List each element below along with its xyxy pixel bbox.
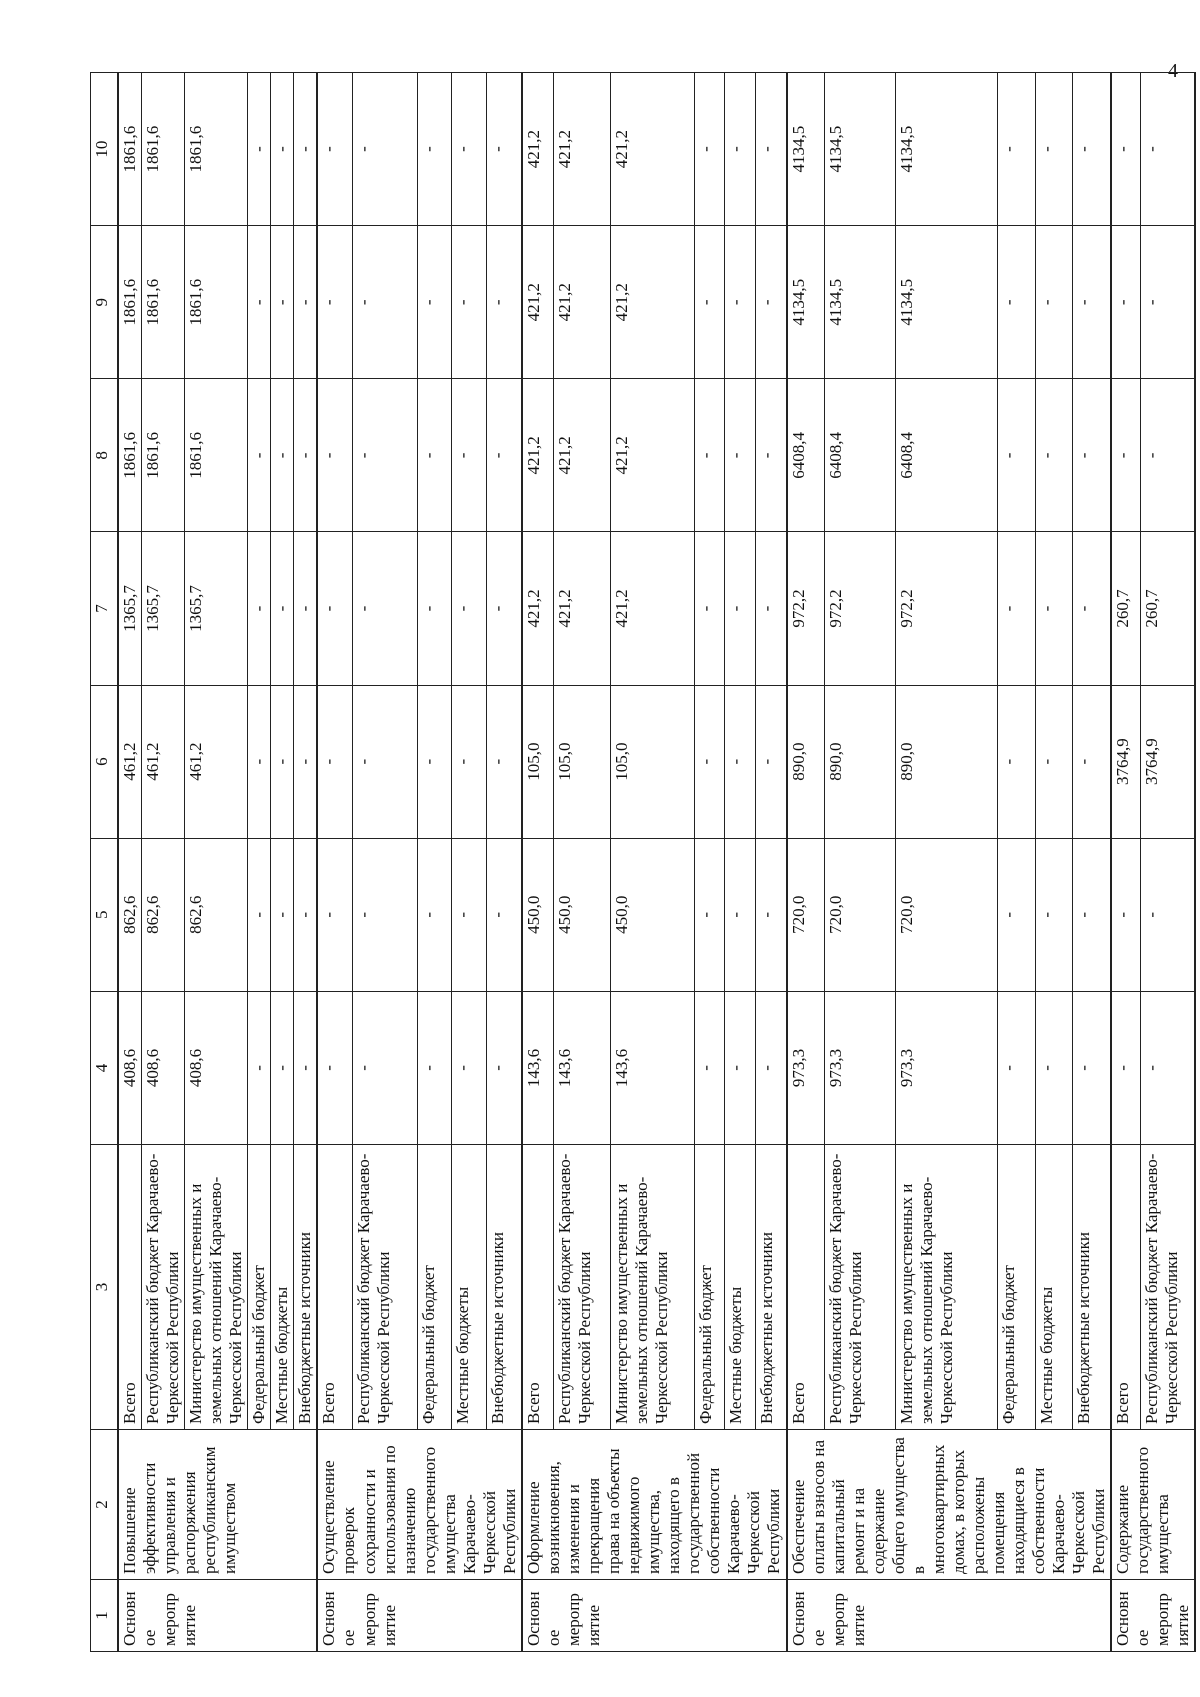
- table-row: [725, 73, 756, 1652]
- value-cell: 6408,4: [895, 379, 998, 532]
- funding-source-cell: Республиканский бюджет Карачаево-Черкесской Республики: [1141, 1145, 1196, 1430]
- value-cell: -: [294, 226, 318, 379]
- table-row: [998, 73, 1036, 1652]
- activity-name-cell: Оформление возникновения, изменения и прекращения права на объекты недвижимого имущества, находящего в государственной собственности Карачаево-Черкесской Республики: [522, 1430, 787, 1580]
- value-cell: 1365,7: [185, 532, 248, 685]
- value-cell: 1861,6: [118, 73, 142, 226]
- activity-kind-cell: Основное мероприятие: [317, 1580, 521, 1652]
- value-cell: -: [487, 685, 522, 838]
- table-row: [1141, 73, 1196, 1652]
- value-cell: 421,2: [522, 379, 553, 532]
- value-cell: -: [271, 991, 294, 1144]
- header-cell: 5: [91, 838, 119, 991]
- value-cell: 720,0: [825, 838, 895, 991]
- value-cell: -: [417, 73, 452, 226]
- table-row: [353, 73, 418, 1652]
- table-row: [294, 73, 318, 1652]
- value-cell: -: [1141, 226, 1196, 379]
- value-cell: -: [487, 532, 522, 685]
- value-cell: 4134,5: [825, 226, 895, 379]
- value-cell: -: [998, 532, 1036, 685]
- funding-source-cell: Республиканский бюджет Карачаево-Черкесской Республики: [825, 1145, 895, 1430]
- table-row: [271, 73, 294, 1652]
- activity-kind-cell: Основное мероприятие: [522, 1580, 787, 1652]
- value-cell: -: [1035, 991, 1073, 1144]
- value-cell: -: [1035, 226, 1073, 379]
- value-cell: 408,6: [142, 991, 185, 1144]
- value-cell: -: [317, 532, 352, 685]
- value-cell: -: [1035, 73, 1073, 226]
- value-cell: 421,2: [553, 226, 610, 379]
- table-row: [522, 73, 553, 1652]
- value-cell: -: [353, 73, 418, 226]
- activity-name-cell: Обеспечение оплаты взносов на капитальный ремонт и на содержание общего имущества в многоквартирных домах, в которых расположены помещения находящиеся в собственности Карачаево-Черкесской Республики: [787, 1430, 1112, 1580]
- value-cell: 4134,5: [895, 226, 998, 379]
- value-cell: -: [725, 73, 756, 226]
- value-cell: -: [417, 379, 452, 532]
- funding-source-cell: Всего: [522, 1145, 553, 1430]
- value-cell: -: [998, 685, 1036, 838]
- value-cell: -: [725, 226, 756, 379]
- header-cell: 3: [91, 1145, 119, 1430]
- value-cell: -: [725, 532, 756, 685]
- value-cell: 1861,6: [142, 379, 185, 532]
- value-cell: -: [694, 532, 725, 685]
- funding-source-cell: Всего: [317, 1145, 352, 1430]
- value-cell: -: [317, 379, 352, 532]
- value-cell: -: [998, 226, 1036, 379]
- value-cell: -: [1035, 532, 1073, 685]
- value-cell: 450,0: [522, 838, 553, 991]
- table-row: [895, 73, 998, 1652]
- value-cell: 1861,6: [142, 226, 185, 379]
- value-cell: -: [248, 532, 271, 685]
- funding-source-cell: Внебюджетные источники: [294, 1145, 318, 1430]
- table-row: [487, 73, 522, 1652]
- value-cell: 6408,4: [787, 379, 825, 532]
- header-cell: 6: [91, 685, 119, 838]
- value-cell: -: [417, 685, 452, 838]
- activity-kind-cell: Основное мероприятие: [1111, 1580, 1195, 1652]
- table-row: [118, 73, 142, 1652]
- value-cell: -: [998, 838, 1036, 991]
- value-cell: -: [294, 838, 318, 991]
- funding-source-cell: Всего: [787, 1145, 825, 1430]
- value-cell: 421,2: [610, 532, 694, 685]
- table-row: [417, 73, 452, 1652]
- table-row: [553, 73, 610, 1652]
- funding-source-cell: Федеральный бюджет: [248, 1145, 271, 1430]
- funding-source-cell: Внебюджетные источники: [755, 1145, 786, 1430]
- value-cell: 973,3: [825, 991, 895, 1144]
- value-cell: -: [248, 991, 271, 1144]
- table-body: [91, 73, 1196, 1652]
- value-cell: 421,2: [553, 73, 610, 226]
- value-cell: 862,6: [142, 838, 185, 991]
- value-cell: 1861,6: [142, 73, 185, 226]
- value-cell: 421,2: [522, 73, 553, 226]
- table-row: [1035, 73, 1073, 1652]
- value-cell: -: [755, 73, 786, 226]
- value-cell: -: [417, 838, 452, 991]
- value-cell: -: [755, 685, 786, 838]
- value-cell: 973,3: [895, 991, 998, 1144]
- value-cell: -: [294, 379, 318, 532]
- funding-source-cell: Местные бюджеты: [1035, 1145, 1073, 1430]
- value-cell: 421,2: [522, 226, 553, 379]
- activity-name-cell: Повышение эффективности управления и распоряжения республиканским имуществом: [118, 1430, 317, 1580]
- budget-table: [90, 72, 1196, 1652]
- value-cell: -: [248, 838, 271, 991]
- value-cell: -: [1141, 991, 1196, 1144]
- value-cell: -: [1035, 379, 1073, 532]
- value-cell: -: [353, 685, 418, 838]
- funding-source-cell: Республиканский бюджет Карачаево-Черкесской Республики: [553, 1145, 610, 1430]
- value-cell: -: [317, 685, 352, 838]
- value-cell: -: [417, 991, 452, 1144]
- value-cell: 461,2: [142, 685, 185, 838]
- value-cell: -: [271, 838, 294, 991]
- header-cell: 10: [91, 73, 119, 226]
- value-cell: 972,2: [787, 532, 825, 685]
- value-cell: -: [1073, 991, 1111, 1144]
- value-cell: 421,2: [522, 532, 553, 685]
- value-cell: 1861,6: [185, 226, 248, 379]
- value-cell: -: [998, 73, 1036, 226]
- value-cell: -: [271, 379, 294, 532]
- value-cell: -: [452, 991, 487, 1144]
- value-cell: 890,0: [787, 685, 825, 838]
- value-cell: -: [1073, 532, 1111, 685]
- value-cell: -: [694, 685, 725, 838]
- value-cell: -: [487, 838, 522, 991]
- funding-source-cell: Всего: [118, 1145, 142, 1430]
- table-row: [1111, 73, 1141, 1652]
- header-row: [91, 73, 119, 1652]
- header-cell: 2: [91, 1430, 119, 1580]
- table-row: [694, 73, 725, 1652]
- value-cell: 461,2: [118, 685, 142, 838]
- value-cell: -: [998, 991, 1036, 1144]
- table-row: [787, 73, 825, 1652]
- value-cell: -: [294, 532, 318, 685]
- funding-source-cell: Местные бюджеты: [725, 1145, 756, 1430]
- value-cell: 450,0: [553, 838, 610, 991]
- value-cell: -: [417, 226, 452, 379]
- value-cell: 421,2: [610, 73, 694, 226]
- table-row: [610, 73, 694, 1652]
- value-cell: -: [353, 532, 418, 685]
- value-cell: 421,2: [553, 532, 610, 685]
- page-number: 4: [1168, 60, 1178, 82]
- value-cell: -: [755, 991, 786, 1144]
- value-cell: -: [1073, 685, 1111, 838]
- table-row: [142, 73, 185, 1652]
- funding-source-cell: Федеральный бюджет: [417, 1145, 452, 1430]
- value-cell: -: [294, 73, 318, 226]
- value-cell: -: [1073, 73, 1111, 226]
- funding-source-cell: Республиканский бюджет Карачаево-Черкесской Республики: [353, 1145, 418, 1430]
- value-cell: -: [271, 532, 294, 685]
- value-cell: -: [271, 685, 294, 838]
- value-cell: 461,2: [185, 685, 248, 838]
- header-cell: 8: [91, 379, 119, 532]
- value-cell: -: [1073, 379, 1111, 532]
- funding-source-cell: Министерство имущественных и земельных отношений Карачаево-Черкесской Республики: [610, 1145, 694, 1430]
- value-cell: -: [294, 991, 318, 1144]
- value-cell: -: [487, 379, 522, 532]
- value-cell: -: [1111, 838, 1141, 991]
- value-cell: -: [271, 73, 294, 226]
- value-cell: 720,0: [895, 838, 998, 991]
- value-cell: -: [1111, 379, 1141, 532]
- value-cell: 4134,5: [787, 73, 825, 226]
- value-cell: 1861,6: [185, 73, 248, 226]
- header-cell: 1: [91, 1580, 119, 1652]
- value-cell: -: [725, 838, 756, 991]
- value-cell: -: [755, 838, 786, 991]
- rotated-table-container: [90, 72, 1193, 1652]
- table-row: [317, 73, 352, 1652]
- value-cell: -: [353, 379, 418, 532]
- table-row: [825, 73, 895, 1652]
- table-row: [1073, 73, 1111, 1652]
- funding-source-cell: Республиканский бюджет Карачаево-Черкесской Республики: [142, 1145, 185, 1430]
- value-cell: -: [317, 991, 352, 1144]
- value-cell: -: [248, 379, 271, 532]
- value-cell: -: [353, 991, 418, 1144]
- value-cell: -: [1111, 73, 1141, 226]
- value-cell: -: [694, 991, 725, 1144]
- value-cell: 972,2: [895, 532, 998, 685]
- value-cell: 143,6: [553, 991, 610, 1144]
- funding-source-cell: Всего: [1111, 1145, 1141, 1430]
- value-cell: -: [1141, 73, 1196, 226]
- value-cell: 720,0: [787, 838, 825, 991]
- value-cell: -: [294, 685, 318, 838]
- table-row: [452, 73, 487, 1652]
- value-cell: 972,2: [825, 532, 895, 685]
- value-cell: 1365,7: [142, 532, 185, 685]
- value-cell: -: [998, 379, 1036, 532]
- value-cell: 1861,6: [118, 379, 142, 532]
- value-cell: -: [725, 379, 756, 532]
- value-cell: -: [271, 226, 294, 379]
- value-cell: 1365,7: [118, 532, 142, 685]
- value-cell: -: [248, 685, 271, 838]
- value-cell: -: [1111, 226, 1141, 379]
- value-cell: -: [452, 685, 487, 838]
- value-cell: 4134,5: [895, 73, 998, 226]
- value-cell: 408,6: [118, 991, 142, 1144]
- header-cell: 4: [91, 991, 119, 1144]
- value-cell: -: [1111, 991, 1141, 1144]
- value-cell: 421,2: [610, 226, 694, 379]
- value-cell: -: [1141, 838, 1196, 991]
- value-cell: -: [452, 838, 487, 991]
- value-cell: -: [353, 838, 418, 991]
- value-cell: 143,6: [522, 991, 553, 1144]
- value-cell: -: [487, 226, 522, 379]
- funding-source-cell: Федеральный бюджет: [694, 1145, 725, 1430]
- activity-name-cell: Содержание государственного имущества: [1111, 1430, 1195, 1580]
- value-cell: 4134,5: [787, 226, 825, 379]
- table-row: [755, 73, 786, 1652]
- value-cell: 105,0: [522, 685, 553, 838]
- value-cell: -: [452, 379, 487, 532]
- value-cell: -: [725, 685, 756, 838]
- value-cell: 6408,4: [825, 379, 895, 532]
- value-cell: -: [694, 379, 725, 532]
- value-cell: -: [487, 991, 522, 1144]
- value-cell: 450,0: [610, 838, 694, 991]
- value-cell: -: [248, 226, 271, 379]
- value-cell: -: [317, 838, 352, 991]
- table-row: [248, 73, 271, 1652]
- value-cell: 890,0: [825, 685, 895, 838]
- funding-source-cell: Федеральный бюджет: [998, 1145, 1036, 1430]
- value-cell: 1861,6: [118, 226, 142, 379]
- value-cell: -: [1035, 685, 1073, 838]
- value-cell: 260,7: [1111, 532, 1141, 685]
- value-cell: 105,0: [610, 685, 694, 838]
- funding-source-cell: Внебюджетные источники: [487, 1145, 522, 1430]
- header-cell: 7: [91, 532, 119, 685]
- value-cell: 4134,5: [825, 73, 895, 226]
- header-cell: 9: [91, 226, 119, 379]
- value-cell: 862,6: [118, 838, 142, 991]
- funding-source-cell: Внебюджетные источники: [1073, 1145, 1111, 1430]
- activity-kind-cell: Основное мероприятие: [787, 1580, 1112, 1652]
- value-cell: 408,6: [185, 991, 248, 1144]
- value-cell: -: [452, 73, 487, 226]
- value-cell: 1861,6: [185, 379, 248, 532]
- value-cell: -: [694, 226, 725, 379]
- table-row: [185, 73, 248, 1652]
- value-cell: -: [725, 991, 756, 1144]
- value-cell: -: [1073, 838, 1111, 991]
- value-cell: 3764,9: [1111, 685, 1141, 838]
- value-cell: -: [755, 532, 786, 685]
- value-cell: 973,3: [787, 991, 825, 1144]
- value-cell: -: [317, 73, 352, 226]
- value-cell: -: [317, 226, 352, 379]
- value-cell: -: [694, 73, 725, 226]
- value-cell: 890,0: [895, 685, 998, 838]
- activity-kind-cell: Основное мероприятие: [118, 1580, 317, 1652]
- value-cell: -: [452, 226, 487, 379]
- value-cell: -: [248, 73, 271, 226]
- activity-name-cell: Осуществление проверок сохранности и использования по назначению государственного имущества Карачаево-Черкесской Республики: [317, 1430, 521, 1580]
- value-cell: 260,7: [1141, 532, 1196, 685]
- value-cell: 421,2: [553, 379, 610, 532]
- funding-source-cell: Местные бюджеты: [452, 1145, 487, 1430]
- value-cell: 3764,9: [1141, 685, 1196, 838]
- value-cell: -: [452, 532, 487, 685]
- value-cell: 143,6: [610, 991, 694, 1144]
- value-cell: -: [487, 73, 522, 226]
- value-cell: -: [1141, 379, 1196, 532]
- value-cell: -: [353, 226, 418, 379]
- value-cell: -: [755, 379, 786, 532]
- funding-source-cell: Министерство имущественных и земельных отношений Карачаево-Черкесской Республики: [895, 1145, 998, 1430]
- value-cell: -: [1073, 226, 1111, 379]
- value-cell: 105,0: [553, 685, 610, 838]
- value-cell: 862,6: [185, 838, 248, 991]
- value-cell: 421,2: [610, 379, 694, 532]
- value-cell: -: [417, 532, 452, 685]
- funding-source-cell: Местные бюджеты: [271, 1145, 294, 1430]
- value-cell: -: [1035, 838, 1073, 991]
- value-cell: -: [694, 838, 725, 991]
- funding-source-cell: Министерство имущественных и земельных отношений Карачаево-Черкесской Республики: [185, 1145, 248, 1430]
- value-cell: -: [755, 226, 786, 379]
